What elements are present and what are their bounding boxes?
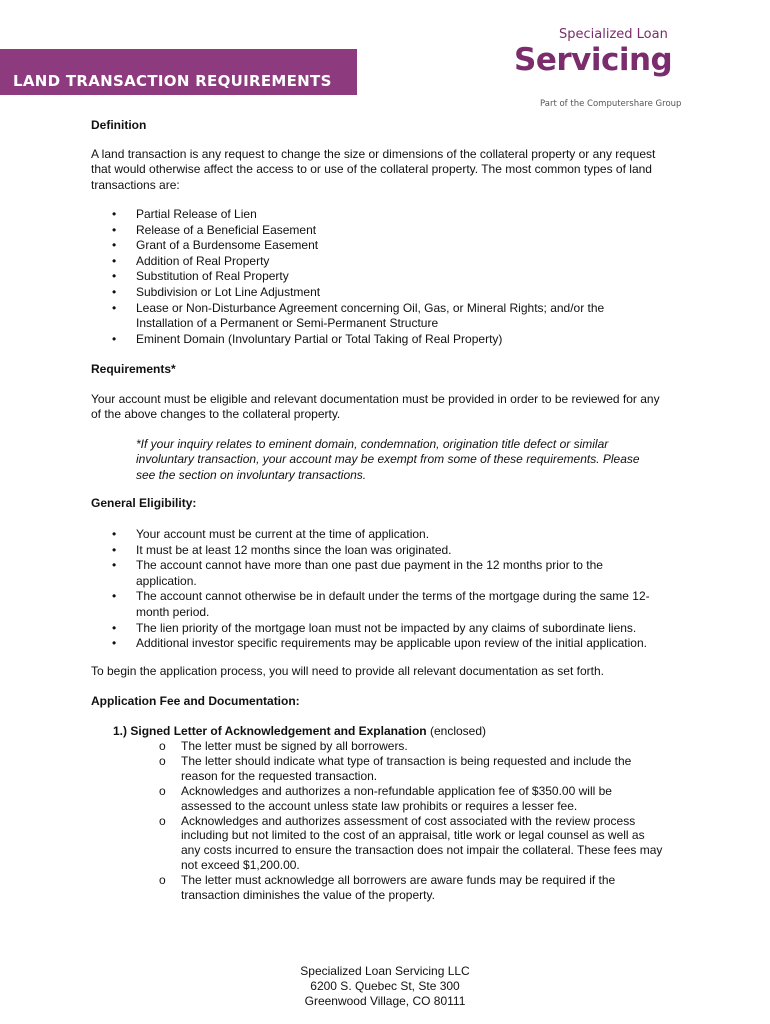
list-item: • Subdivision or Lot Line Adjustment <box>112 285 652 301</box>
definition-heading: Definition <box>91 118 147 132</box>
list-item: o Acknowledges and authorizes assessment of cost associated with the review process including but not limited to the cost of an appraisal, title work or legal counsel as well as any costs incurred to ensure the transaction does not impair the collateral. These fees may not exceed $1,200.00. <box>157 814 667 874</box>
requirements-heading: Requirements* <box>91 362 176 376</box>
logo-line1: Specialized Loan <box>559 27 668 42</box>
transaction-types-list <box>112 207 652 347</box>
eligibility-heading: General Eligibility: <box>91 496 197 510</box>
footer-company: Specialized Loan Servicing LLC <box>300 964 470 978</box>
list-item: • The account cannot have more than one past due payment in the 12 months prior to the application. <box>112 558 636 589</box>
list-item: • Substitution of Real Property <box>112 269 652 285</box>
letter-requirements-list <box>157 739 667 903</box>
list-item: • Eminent Domain (Involuntary Partial or Total Taking of Real Property) <box>112 332 652 348</box>
item-title: Signed Letter of Acknowledgement and Explanation <box>130 724 427 738</box>
list-item: o Acknowledges and authorizes a non-refundable application fee of $350.00 will be assessed to the account unless state law prohibits or requires a lesser fee. <box>157 784 651 814</box>
footer-address: 6200 S. Quebec St, Ste 300 <box>310 979 460 993</box>
logo-tagline: Part of the Computershare Group <box>540 99 682 109</box>
list-item: • The account cannot otherwise be in default under the terms of the mortgage during the same 12-month period. <box>112 589 656 620</box>
list-item: • Lease or Non-Disturbance Agreement concerning Oil, Gas, or Mineral Rights; and/or the Installation of a Permanent or Semi-Permanent Structure <box>112 301 652 332</box>
definition-text: A land transaction is any request to change the size or dimensions of the collateral property or any request that would otherwise affect the access to or use of the collateral property. The most common types of land transactions are: <box>91 147 656 192</box>
list-item: • Partial Release of Lien <box>112 207 652 223</box>
list-item: • It must be at least 12 months since the loan was originated. <box>112 543 682 559</box>
application-item-1 <box>113 724 673 738</box>
list-item: • Grant of a Burdensome Easement <box>112 238 652 254</box>
requirements-note: *If your inquiry relates to eminent domain, condemnation, origination title defect or similar involuntary transaction, your account may be exempt from some of these requirements. Please see the section on involuntary transactions. <box>136 437 640 482</box>
list-item: o The letter must acknowledge all borrowers are aware funds may be required if the transaction diminishes the value of the property. <box>157 873 651 903</box>
requirements-text: Your account must be eligible and relevant documentation must be provided in order to be reviewed for any of the above changes to the collateral property. <box>91 392 660 422</box>
list-item: o The letter should indicate what type of transaction is being requested and include the reason for the requested transaction. <box>157 754 667 784</box>
application-heading: Application Fee and Documentation: <box>91 694 300 708</box>
item-suffix: (enclosed) <box>429 724 486 738</box>
list-item: • Your account must be current at the time of application. <box>112 527 682 543</box>
eligibility-closing: To begin the application process, you will need to provide all relevant documentation as set forth. <box>91 664 604 678</box>
list-item: • Release of a Beneficial Easement <box>112 223 652 239</box>
list-item: • Additional investor specific requirements may be applicable upon review of the initial application. <box>112 636 682 652</box>
footer-city: Greenwood Village, CO 80111 <box>304 994 466 1008</box>
logo-line2: Servicing <box>514 42 673 78</box>
list-item: • Addition of Real Property <box>112 254 652 270</box>
eligibility-list <box>112 527 682 652</box>
item-number: 1.) <box>113 724 128 738</box>
page-title: LAND TRANSACTION REQUIREMENTS <box>13 72 332 90</box>
list-item: o The letter must be signed by all borrowers. <box>157 739 667 754</box>
title-banner <box>0 49 357 95</box>
list-item: • The lien priority of the mortgage loan must not be impacted by any claims of subordinate liens. <box>112 621 682 637</box>
